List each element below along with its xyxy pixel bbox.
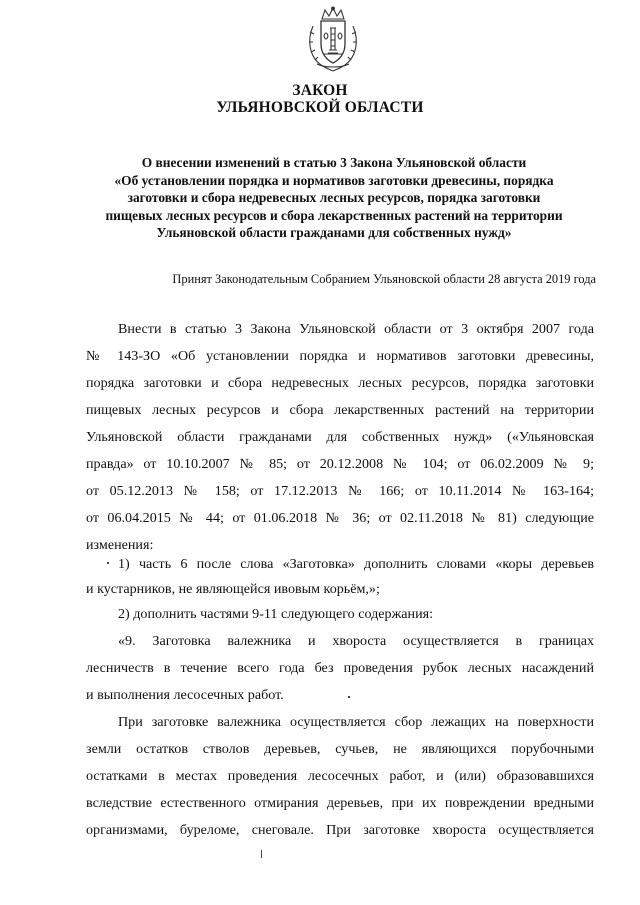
adoption-note: Принят Законодательным Собранием Ульяновской области 28 августа 2019 года bbox=[172, 272, 596, 286]
subject-line: заготовки и сбора недревесных лесных ресурсов, порядка заготовки bbox=[127, 190, 541, 206]
body-line: порядка заготовки и сбора недревесных лесных ресурсов, порядка заготовки bbox=[86, 375, 594, 391]
body-line: организмами, буреломе, снеговале. При заготовке хвороста осуществляется bbox=[86, 822, 594, 838]
scan-dot bbox=[107, 562, 109, 564]
scan-mark bbox=[261, 850, 262, 858]
body-line: и кустарников, не являющейся ивовым корьём,»; bbox=[86, 581, 380, 597]
body-line: от 05.12.2013 № 158; от 17.12.2013 № 166; от 10.11.2014 № 163-164; bbox=[86, 483, 594, 499]
body-line: № 143-ЗО «Об установлении порядка и нормативов заготовки древесины, bbox=[86, 348, 594, 364]
body-line: от 06.04.2015 № 44; от 01.06.2018 № 36; от 02.11.2018 № 81) следующие bbox=[86, 510, 594, 526]
body-line: изменения: bbox=[86, 537, 154, 553]
amendment-item-2: 2) дополнить частями 9-11 следующего содержания: bbox=[118, 606, 434, 622]
law-title: ЗАКОН bbox=[292, 82, 348, 99]
law-region-title: УЛЬЯНОВСКОЙ ОБЛАСТИ bbox=[216, 99, 424, 116]
body-line: и выполнения лесосечных работ. bbox=[86, 687, 284, 703]
body-line: Ульяновской области гражданами для собственных нужд» («Ульяновская bbox=[86, 429, 594, 445]
body-line: вследствие естественного отмирания деревьев, при их повреждении вредными bbox=[86, 795, 594, 811]
body-line: правда» от 10.10.2007 № 85; от 20.12.2008 № 104; от 06.02.2009 № 9; bbox=[86, 456, 594, 472]
amendment-item-1: 1) часть 6 после слова «Заготовка» дополнить словами «коры деревьев bbox=[118, 556, 594, 572]
subject-line: пищевых лесных ресурсов и сбора лекарственных растений на территории bbox=[105, 207, 563, 223]
law-subject bbox=[82, 154, 586, 242]
body-line: лесничеств в течение всего года без проведения рубок лесных насаждений bbox=[86, 660, 594, 676]
subject-line: О внесении изменений в статью 3 Закона Ульяновской области bbox=[141, 155, 527, 170]
scan-dot bbox=[348, 696, 350, 698]
body-line: пищевых лесных ресурсов и сбора лекарственных растений на территории bbox=[86, 402, 594, 418]
body-line: При заготовке валежника осуществляется сбор лежащих на поверхности bbox=[118, 714, 594, 730]
body-line: остатками в местах проведения лесосечных работ, и (или) образовавшихся bbox=[86, 768, 594, 784]
coat-of-arms-emblem bbox=[305, 6, 361, 72]
subject-line: Ульяновской области гражданами для собственных нужд» bbox=[156, 225, 512, 241]
body-line: земли остатков стволов деревьев, сучьев, не являющихся порубочными bbox=[86, 741, 594, 757]
subject-line: «Об установлении порядка и нормативов заготовки древесины, порядка bbox=[114, 172, 554, 188]
new-part-9: «9. Заготовка валежника и хвороста осуществляется в границах bbox=[118, 633, 594, 649]
body-line: Внести в статью 3 Закона Ульяновской области от 3 октября 2007 года bbox=[118, 321, 594, 337]
